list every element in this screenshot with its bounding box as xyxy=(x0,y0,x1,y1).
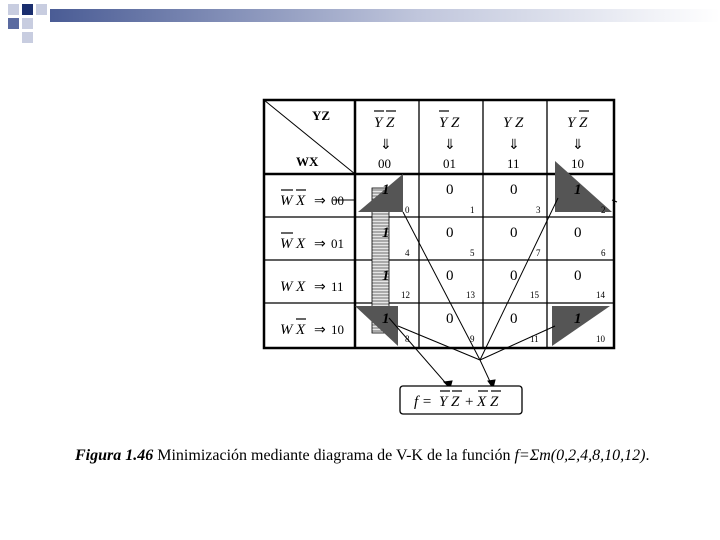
caption-end: . xyxy=(645,447,650,464)
cell-value: 1 xyxy=(382,311,390,327)
cell-value: 0 xyxy=(510,182,518,198)
cell-index: 12 xyxy=(401,290,410,300)
cell-index: 4 xyxy=(405,248,410,258)
row-var1: W xyxy=(280,193,293,209)
col-code: 10 xyxy=(571,156,584,171)
col-var2: Z xyxy=(579,115,588,131)
column-header-01 xyxy=(439,111,460,171)
result-term1-a: Y xyxy=(439,394,448,410)
col-arrow: ⇓ xyxy=(444,138,456,153)
col-arrow: ⇓ xyxy=(508,138,520,153)
cell-value: 1 xyxy=(382,182,390,198)
cell-value: 1 xyxy=(382,268,390,284)
corner-label-cols: YZ xyxy=(312,108,331,123)
corner-triangle-8 xyxy=(355,306,398,346)
row-var2: X xyxy=(296,279,306,295)
cell-index: 0 xyxy=(405,205,410,215)
cell-value: 0 xyxy=(446,268,454,284)
result-term1-b: Z xyxy=(451,394,460,410)
corner-triangle-0 xyxy=(358,174,403,212)
column-headers xyxy=(374,111,589,171)
cell-index: 15 xyxy=(530,290,539,300)
cell-value: 0 xyxy=(446,311,454,327)
cell-index: 11 xyxy=(530,334,539,344)
cell-index: 7 xyxy=(536,248,541,258)
cell-index: 2 xyxy=(601,205,606,215)
col-code: 11 xyxy=(507,156,520,171)
col-arrow: ⇓ xyxy=(380,138,392,153)
result-term2-a: X xyxy=(477,394,487,410)
row-code: 00 xyxy=(331,193,344,208)
cell-index: 1 xyxy=(470,205,475,215)
row-var2: X xyxy=(296,193,306,209)
cell-index: 8 xyxy=(405,334,410,344)
row-arrow: ⇒ xyxy=(314,194,326,209)
cell-value: 1 xyxy=(382,225,390,241)
col-var1: Y xyxy=(439,115,448,131)
col-var1: Y xyxy=(374,115,383,131)
column-header-10 xyxy=(567,111,589,171)
row-headers xyxy=(280,190,344,338)
col-code: 01 xyxy=(443,156,456,171)
cell-value: 0 xyxy=(510,225,518,241)
cell-value: 1 xyxy=(574,182,582,198)
cell-index: 14 xyxy=(596,290,605,300)
result-lhs: f = xyxy=(414,394,433,410)
corner-label-rows: WX xyxy=(296,154,319,169)
col-arrow: ⇓ xyxy=(572,138,584,153)
row-var2: X xyxy=(296,236,306,252)
row-var1: W xyxy=(280,236,293,252)
row-code: 01 xyxy=(331,236,344,251)
row-arrow: ⇒ xyxy=(314,280,326,295)
cell-value: 1 xyxy=(574,311,582,327)
col-var2: Z xyxy=(451,115,460,131)
result-expression xyxy=(400,386,522,414)
row-header-11 xyxy=(280,279,344,295)
cell-value: 0 xyxy=(574,268,582,284)
cell-index: 9 xyxy=(470,334,475,344)
cell-value: 0 xyxy=(510,311,518,327)
row-var1: W xyxy=(280,322,293,338)
col-var2: Z xyxy=(386,115,395,131)
row-var2: X xyxy=(296,322,306,338)
cell-index: 5 xyxy=(470,248,475,258)
cell-value: 0 xyxy=(510,268,518,284)
row-code: 11 xyxy=(331,279,344,294)
caption-label: Figura 1.46 xyxy=(75,447,154,464)
row-header-01 xyxy=(280,233,344,252)
caption-text: Minimización mediante diagrama de V-K de la función xyxy=(153,447,515,464)
cell-index: 3 xyxy=(536,205,541,215)
cell-value: 0 xyxy=(446,182,454,198)
cell-index: 10 xyxy=(596,334,605,344)
cell-index: 13 xyxy=(466,290,475,300)
cell-value: 0 xyxy=(574,225,582,241)
result-plus: + xyxy=(465,394,474,410)
row-arrow: ⇒ xyxy=(314,323,326,338)
col-var1: Y xyxy=(503,115,512,131)
row-code: 10 xyxy=(331,322,344,337)
caption-function: f=Σm(0,2,4,8,10,12) xyxy=(514,447,646,464)
cell-index: 6 xyxy=(601,248,606,258)
cell-value: 0 xyxy=(446,225,454,241)
row-var1: W xyxy=(280,279,293,295)
column-header-00 xyxy=(374,111,396,171)
col-var2: Z xyxy=(515,115,524,131)
column-header-11 xyxy=(503,115,524,171)
col-var1: Y xyxy=(567,115,576,131)
row-arrow: ⇒ xyxy=(314,237,326,252)
row-header-10 xyxy=(280,319,344,338)
figure-caption xyxy=(75,447,715,465)
result-term2-b: Z xyxy=(490,394,499,410)
col-code: 00 xyxy=(378,156,391,171)
